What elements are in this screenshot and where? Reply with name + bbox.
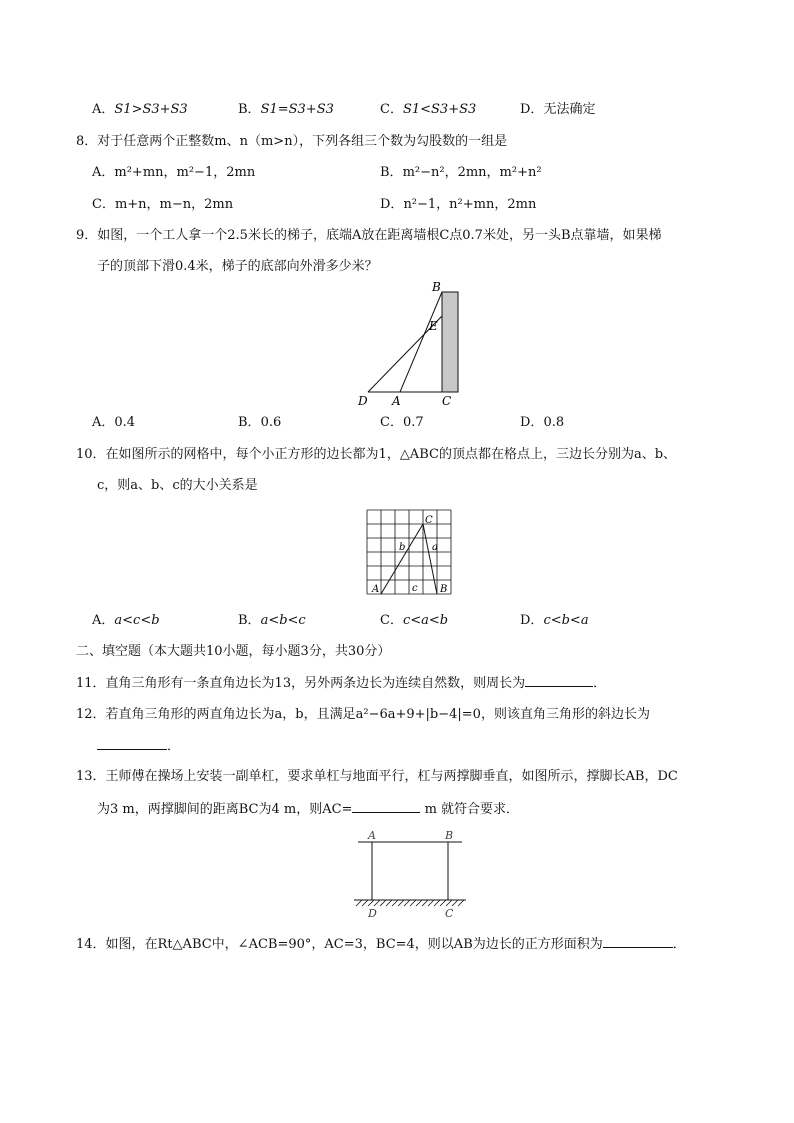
q13-line1: 13．王师傅在操场上安装一副单杠，要求单杠与地面平行，杠与两撑脚垂直，如图所示，撑脚长AB，DC: [76, 769, 678, 784]
q8-option-b: B．m²−n²，2mn，m²+n²: [380, 165, 542, 180]
q11: 11．直角三角形有一条直角边长为13，另外两条边长为连续自然数，则周长为 ．: [76, 676, 607, 691]
label-e: E: [429, 319, 438, 333]
q12-answer-blank[interactable]: [97, 737, 167, 750]
q7-option-d: D．无法确定: [520, 102, 596, 117]
q7-option-a: A．S1>S3+S3: [92, 102, 188, 117]
q7-option-b: B．S1=S3+S3: [238, 102, 334, 117]
q13-line2: 为3 m，两撑脚间的距离BC为4 m，则AC= m 就符合要求．: [97, 802, 520, 817]
q9-stem-line1: 9．如图，一个工人拿一个2.5米长的梯子，底端A放在距离墙根C点0.7米处，另一头B点靠墙，如果梯: [76, 228, 662, 243]
q13-bar-figure: [350, 828, 470, 920]
q10-stem-line1: 10．在如图所示的网格中，每个小正方形的边长都为1，△ABC的顶点都在格点上，三边长分别为a、b、: [76, 447, 677, 462]
q10-option-a: A．a<c<b: [92, 613, 160, 628]
ground-hatching: [356, 900, 464, 906]
label-a: A: [392, 394, 401, 408]
label-side-b: b: [399, 542, 406, 553]
ladder-ab: [400, 292, 442, 392]
q14: 14．如图，在Rt△ABC中，∠ACB=90°，AC=3，BC=4，则以AB为边长的正方形面积为 ．: [76, 937, 686, 952]
label-c-vertex: C: [425, 515, 433, 526]
label-c: C: [442, 394, 452, 408]
label-d: D: [358, 394, 368, 408]
q11-answer-blank[interactable]: [525, 674, 593, 687]
q8-stem: 8．对于任意两个正整数m、n（m>n），下列各组三个数为勾股数的一组是: [76, 134, 508, 149]
q9-stem-line2: 子的顶部下滑0.4米，梯子的底部向外滑多少米？: [97, 259, 378, 274]
q9-option-b: B．0.6: [238, 415, 282, 430]
label-a-vertex: A: [372, 584, 380, 595]
wall: [442, 292, 458, 392]
q10-grid-figure: [365, 508, 455, 598]
q9-ladder-figure: [350, 278, 470, 410]
q7-option-c: C．S1<S3+S3: [380, 102, 477, 117]
q10-option-c: C．c<a<b: [380, 613, 449, 628]
q13-answer-blank[interactable]: [352, 800, 420, 813]
grid-lines: [367, 510, 451, 594]
label-a: A: [368, 829, 376, 842]
label-d: D: [368, 907, 377, 920]
q8-option-a: A．m²+mn，m²−1，2mn: [92, 165, 256, 180]
q9-option-d: D．0.8: [520, 415, 565, 430]
section-fill-in-title: 二、填空题（本大题共10小题，每小题3分，共30分）: [76, 644, 391, 659]
q9-option-c: C．0.7: [380, 415, 424, 430]
q10-option-b: B．a<b<c: [238, 613, 306, 628]
q12-line2: ．: [97, 737, 180, 756]
q12-line1: 12．若直角三角形的两直角边长为a，b，且满足a²−6a+9+|b−4|=0，则该直角三角形的斜边长为: [76, 707, 650, 722]
label-side-a: a: [432, 542, 438, 553]
q10-stem-line2: c，则a、b、c的大小关系是: [97, 478, 258, 493]
label-b: B: [445, 829, 454, 842]
q10-option-d: D．c<b<a: [520, 613, 589, 628]
q8-option-c: C．m+n，m−n，2mn: [92, 197, 234, 212]
q14-answer-blank[interactable]: [603, 935, 673, 948]
label-c: C: [445, 907, 454, 920]
q9-option-a: A．0.4: [92, 415, 136, 430]
label-b-vertex: B: [440, 584, 448, 595]
label-b: B: [432, 280, 441, 294]
q8-option-d: D．n²−1，n²+mn，2mn: [380, 197, 537, 212]
label-side-c: c: [412, 583, 418, 594]
side-a: [423, 524, 437, 594]
